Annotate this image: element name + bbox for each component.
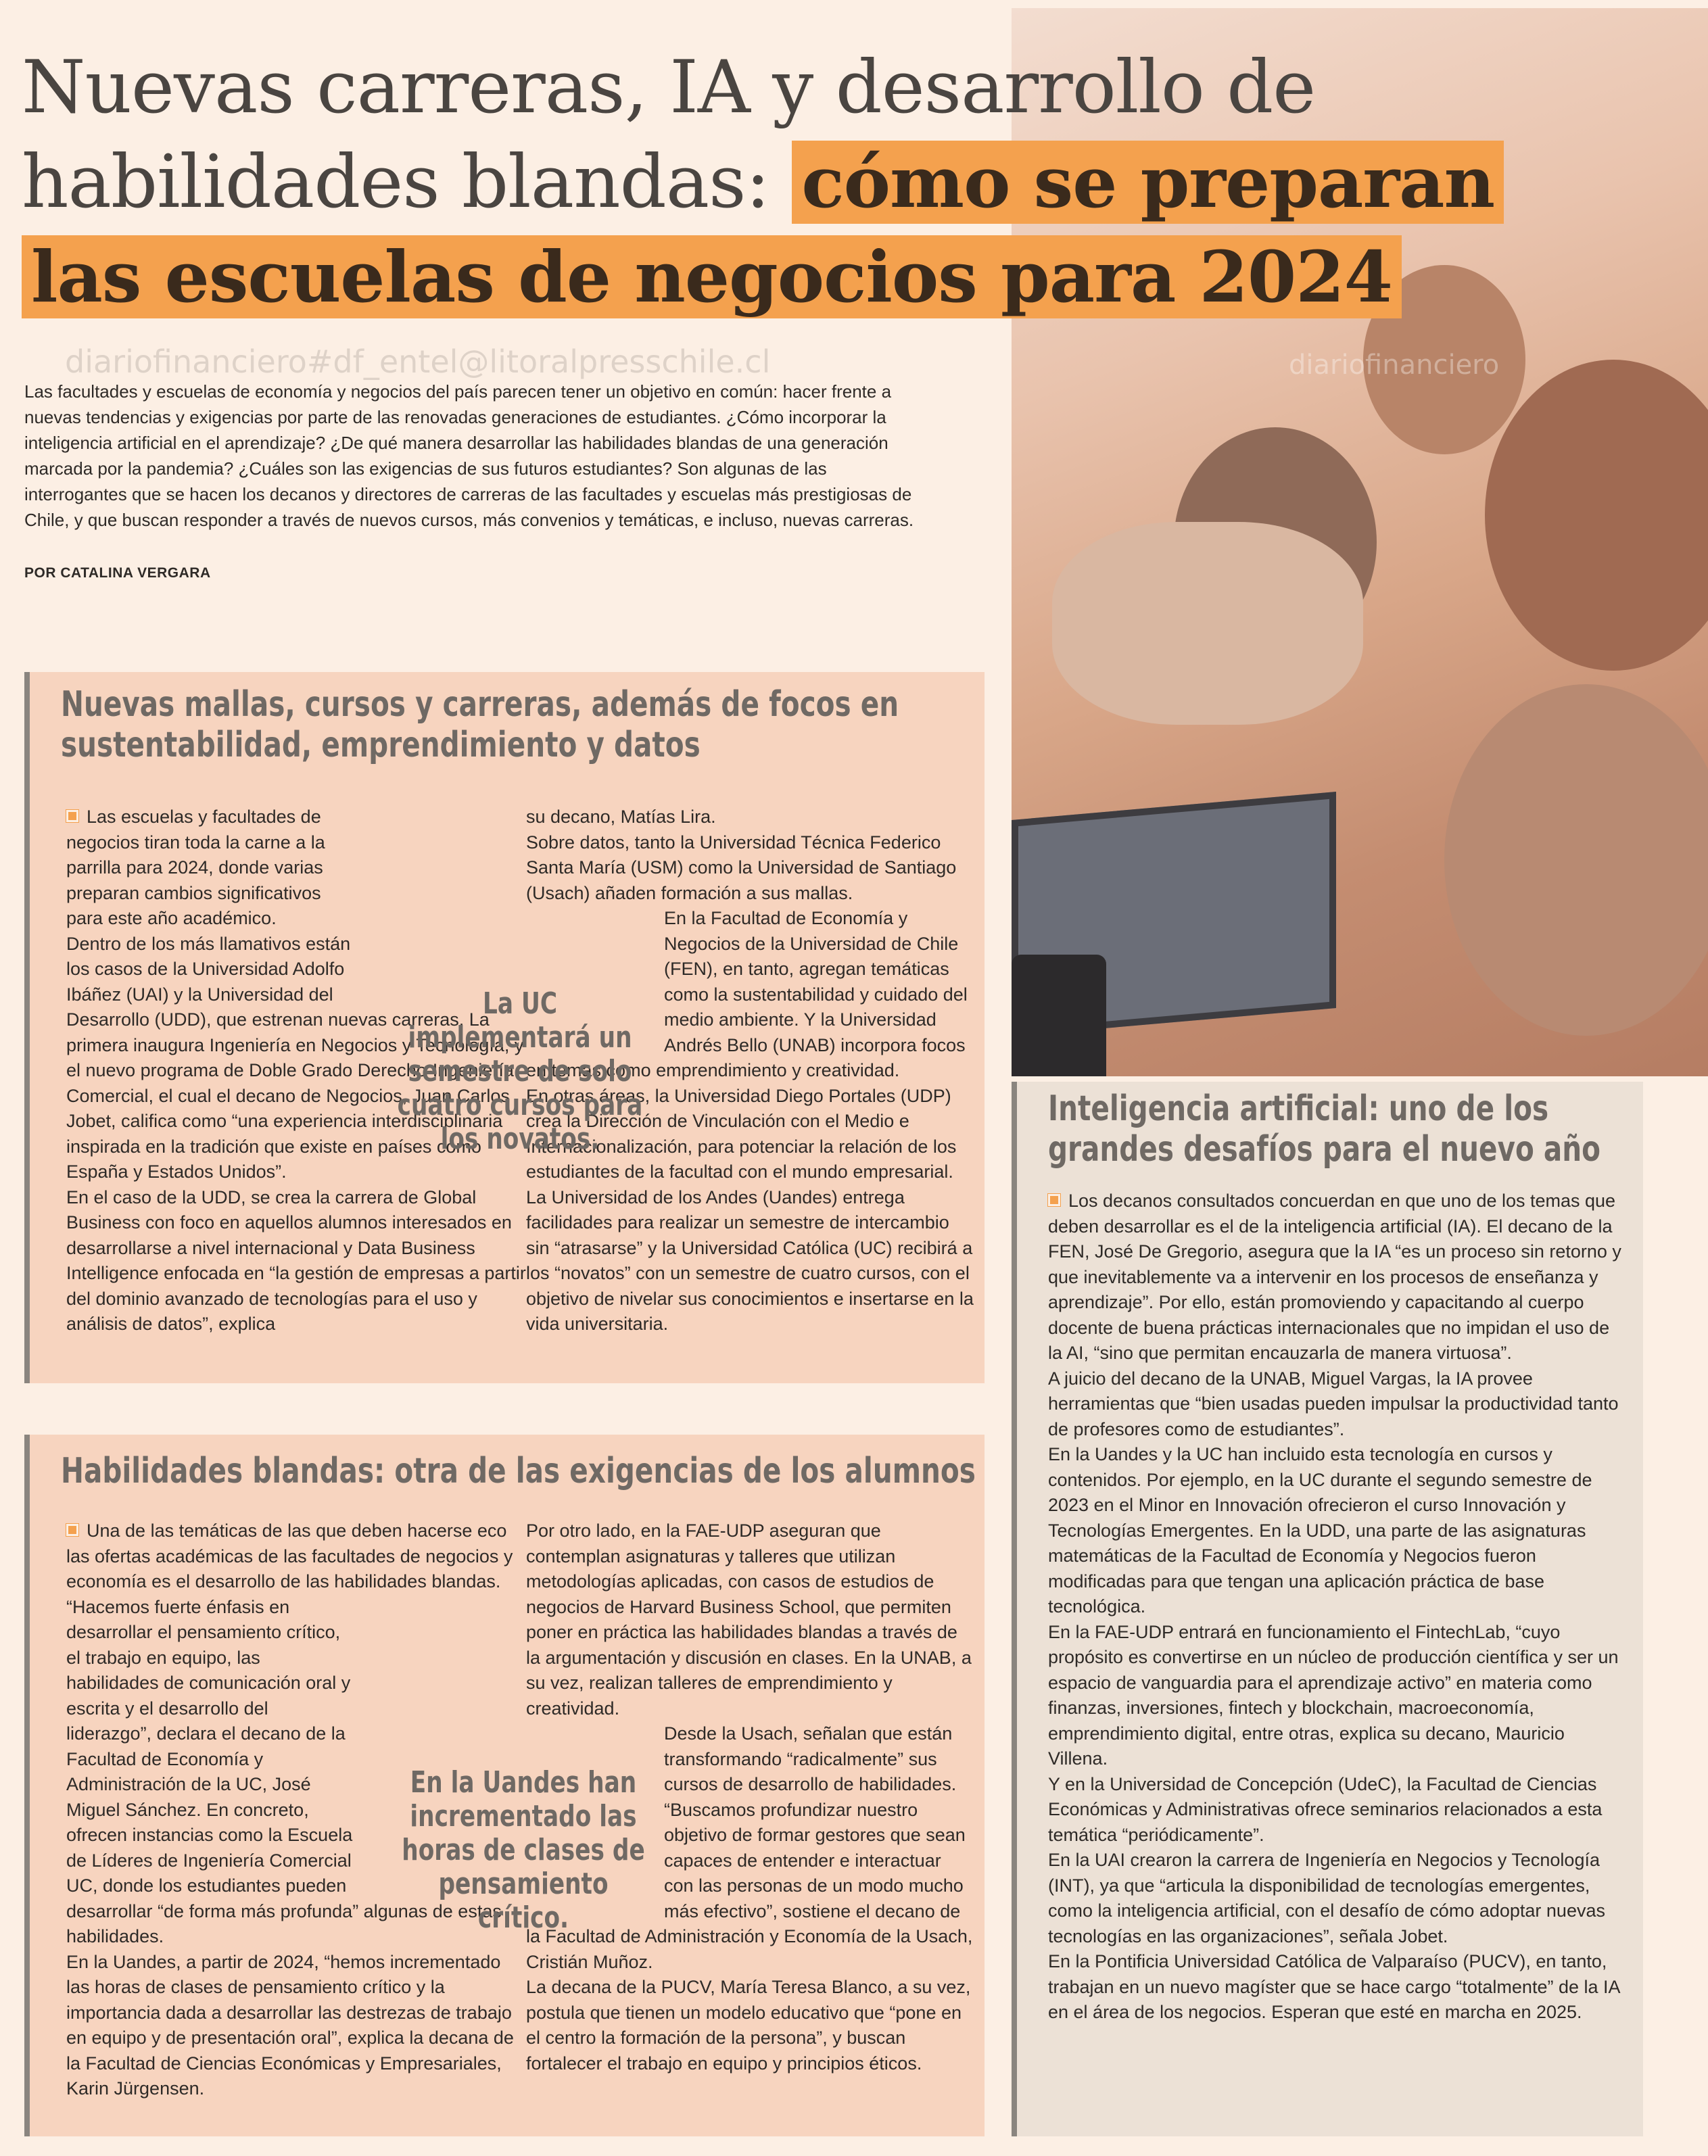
paragraph: Los decanos consultados concuerdan en que uno de los temas que deben desarrollar es el de la inteligencia artificial (IA). El decano de la FEN, José De Gregorio, asegura que la IA “es un proceso sin retorno y que inevitablemente va a intervenir en los procesos de enseñanza y aprendizaje”. Por ello, están promoviendo y capacitando al cuerpo docente de buena prácticas internacionales que no impidan el uso de la AI, “sino que permitan encauzarla de manera virtuosa”. xyxy=(1048,1191,1621,1363)
paragraph: En otras áreas, la Universidad Diego Portales (UDP) crea la Dirección de Vinculación con el Medio e Internacionalización, para potenciar la relación de los estudiantes de la facultad con el mundo empresarial. La Universidad de los Andes (Uandes) entrega facilidades para realizar un semestre de intercambio sin “atrasarse” y la Universidad Católica (UC) recibirá a los “novatos” con un semestre de cuatro cursos, con el objetivo de nivelar sus conocimientos e insertarse en la vida universitaria. xyxy=(526,1085,974,1334)
paragraph: A juicio del decano de la UNAB, Miguel Vargas, la IA provee herramientas que “bien usadas pueden impulsar la productividad tanto de profesores como de estudiantes”. xyxy=(1048,1368,1619,1439)
watermark: diariofinanciero#df_entel@litoralpresschile.cl xyxy=(65,343,771,380)
paragraph: En la Facultad de Economía y Negocios de la Universidad de Chile (FEN), en tanto, agregan temáticas como la sustentabilidad y cuidado del medio ambiente. Y la Universidad Andrés Bello (UNAB) incorpora focos en temas como emprendimiento y creatividad. xyxy=(526,908,968,1080)
bullet-square-icon xyxy=(66,1524,78,1536)
headline-line1: Nuevas carreras, IA y desarrollo de xyxy=(22,45,1316,130)
paragraph: Dentro de los más llamativos están los casos de la Universidad Adolfo Ibáñez (UAI) y la Universidad del Desarrollo (UDD), que estrenan nuevas carreras. La primera inaugura Ingeniería en Negocios y Tecnología, y el nuevo programa de Doble Grado Derecho-Ingeniería Comercial, el cual el decano de Negocios, Juan Carlos Jobet, califica como “una experiencia interdisciplinaria inspirada en la tradición que existe en países como España y Estados Unidos”. xyxy=(66,933,524,1182)
paragraph: Y en la Universidad de Concepción (UdeC), la Facultad de Ciencias Económicas y Administrativas ofrece seminarios relacionados a esta temática “periódicamente”. xyxy=(1048,1773,1603,1845)
paragraph: En la UAI crearon la carrera de Ingeniería en Negocios y Tecnología (INT), ya que “articula la disponibilidad de tecnologías emergentes, como la inteligencia artificial, con el desafío de cómo adoptar nuevas tecnologías en las organizaciones”, señala Jobet. xyxy=(1048,1850,1605,1946)
paragraph: Las escuelas y facultades de negocios tiran toda la carne a la parrilla para 2024, donde varias preparan cambios significativos para este año académico. xyxy=(66,807,325,928)
box-title: Nuevas mallas, cursos y carreras, además de focos en sustentabilidad, emprendimiento y datos xyxy=(61,684,899,765)
desk-shape xyxy=(1052,522,1363,725)
paragraph: En la FAE-UDP entrará en funcionamiento el FintechLab, “cuyo propósito es convertirse en un núcleo de producción científica y ser un espacio de vanguardia para el aprendizaje activo” en materia como finanzas, inversiones, fintech y blockchain, macroeconomía, emprendimiento digital, entre otras, explica su decano, Mauricio Villena. xyxy=(1048,1621,1619,1769)
headline xyxy=(22,41,1495,325)
student-back-shape xyxy=(1444,684,1708,1036)
byline: POR CATALINA VERGARA xyxy=(24,565,211,581)
paragraph: En la Pontificia Universidad Católica de Valparaíso (PUCV), en tanto, trabajan en un nuevo magíster que se hace cargo “totalmente” de la IA en el área de los negocios. Esperan que esté en marcha en 2025. xyxy=(1048,1951,1620,2022)
paragraph: Una de las temáticas de las que deben hacerse eco las ofertas académicas de las facultades de negocios y economía es el desarrollo de las habilidades blandas. xyxy=(66,1520,513,1591)
paragraph: En la Uandes y la UC han incluido esta tecnología en cursos y contenidos. Por ejemplo, en la UC durante el segundo semestre de 2023 en el Minor en Innovación ofrecieron el curso Innovación y Tecnologías Emergentes. En la UDD, una parte de las asignaturas matemáticas de la Facultad de Economía y Negocios fueron modificadas para que tengan una aplicación práctica de base tecnológica. xyxy=(1048,1444,1592,1616)
bullet-square-icon xyxy=(66,810,78,822)
paragraph: “Hacemos fuerte énfasis en desarrollar el pensamiento crítico, el trabajo en equipo, las habilidades de comunicación oral y escrita y el desarrollo del liderazgo”, declara el decano de la Facultad de Economía y Administración de la UC, José Miguel Sánchez. En concreto, ofrecen instancias como la Escuela de Líderes de Ingeniería Comercial UC, donde los estudiantes pueden desarrollar “de forma más profunda” algunas de estas habilidades. xyxy=(66,1596,502,1946)
sidebar-box-ai xyxy=(1012,1082,1643,2136)
column-ai xyxy=(1048,1189,1623,2026)
bullet-square-icon xyxy=(1048,1194,1060,1206)
student-head-shape xyxy=(1485,360,1708,671)
headline-line2-plain: habilidades blandas: xyxy=(22,140,792,224)
sidebar-box-new-programs xyxy=(24,672,985,1383)
paragraph: Por otro lado, en la FAE-UDP aseguran que contemplan asignaturas y talleres que utilizan metodologías aplicadas, con casos de estudios de negocios de Harvard Business School, que permiten poner en práctica las habilidades blandas a través de la argumentación y discusión en clases. En la UNAB, a su vez, realizan talleres de emprendimiento y creatividad. xyxy=(526,1520,972,1719)
pull-quote: La UC implementará un semestre de solo cuatro cursos para los novatos. xyxy=(397,986,643,1156)
box-title: Inteligencia artificial: uno de los grandes desafíos para el nuevo año xyxy=(1048,1088,1601,1170)
pull-quote: En la Uandes han incrementado las horas de clases de pensamiento crítico. xyxy=(402,1765,645,1935)
paragraph: La decana de la PUCV, María Teresa Blanco, a su vez, postula que tienen un modelo educativo que “pone en el centro la formación de la persona”, y buscan fortalecer el trabajo en equipo y principios éticos. xyxy=(526,1977,971,2074)
headline-line2-highlight: cómo se preparan xyxy=(792,141,1504,224)
paragraph: Sobre datos, tanto la Universidad Técnica Federico Santa María (USM) como la Universidad de Santiago (Usach) añaden formación a sus mallas. xyxy=(526,832,957,903)
headline-line3-highlight: las escuelas de negocios para 2024 xyxy=(22,235,1402,318)
paragraph: En el caso de la UDD, se crea la carrera de Global Business con foco en aquellos alumnos interesados en desarrollarse a nivel internacional y Data Business Intelligence enfocada en “la gestión de empresas a partir del dominio avanzado de tecnologías para el uso y análisis de datos”, explica xyxy=(66,1187,526,1334)
photo-watermark: diariofinanciero xyxy=(1289,350,1500,381)
paragraph: En la Uandes, a partir de 2024, “hemos incrementado las horas de clases de pensamiento crítico y la importancia dada a desarrollar las destrezas de trabajo en equipo y de presentación oral”, explica la decana de la Facultad de Ciencias Económicas y Empresariales, Karin Jürgensen. xyxy=(66,1951,514,2099)
box-title: Habilidades blandas: otra de las exigencias de los alumnos xyxy=(61,1451,976,1491)
lede-paragraph: Las facultades y escuelas de economía y negocios del país parecen tener un objetivo en común: hacer frente a nuevas tendencias y exigencias por parte de las renovadas generaciones de estudiantes. ¿Cómo incorporar la inteligencia artificial en el aprendizaje? ¿De qué manera desarrollar las habilidades blandas de una generación marcada por la pandemia? ¿Cuáles son las exigencias de sus futuros estudiantes? Son algunas de las interrogantes que se hacen los decanos y directores de carreras de las facultades y escuelas más prestigiosas de Chile, y que buscan responder a través de nuevos cursos, más convenios y temáticas, e incluso, nuevas carreras. xyxy=(24,381,914,530)
paragraph: su decano, Matías Lira. xyxy=(526,807,716,827)
paragraph: Desde la Usach, señalan que están transformando “radicalmente” sus cursos de desarrollo de habilidades. “Buscamos profundizar nuestro objetivo de formar gestores que sean capaces de entender e interactuar con las personas de un modo mucho más efectivo”, sostiene el decano de la Facultad de Administración y Economía de la Usach, Cristián Muñoz. xyxy=(526,1723,973,1972)
phone-shape xyxy=(1012,955,1106,1076)
sidebar-box-soft-skills xyxy=(24,1435,985,2136)
